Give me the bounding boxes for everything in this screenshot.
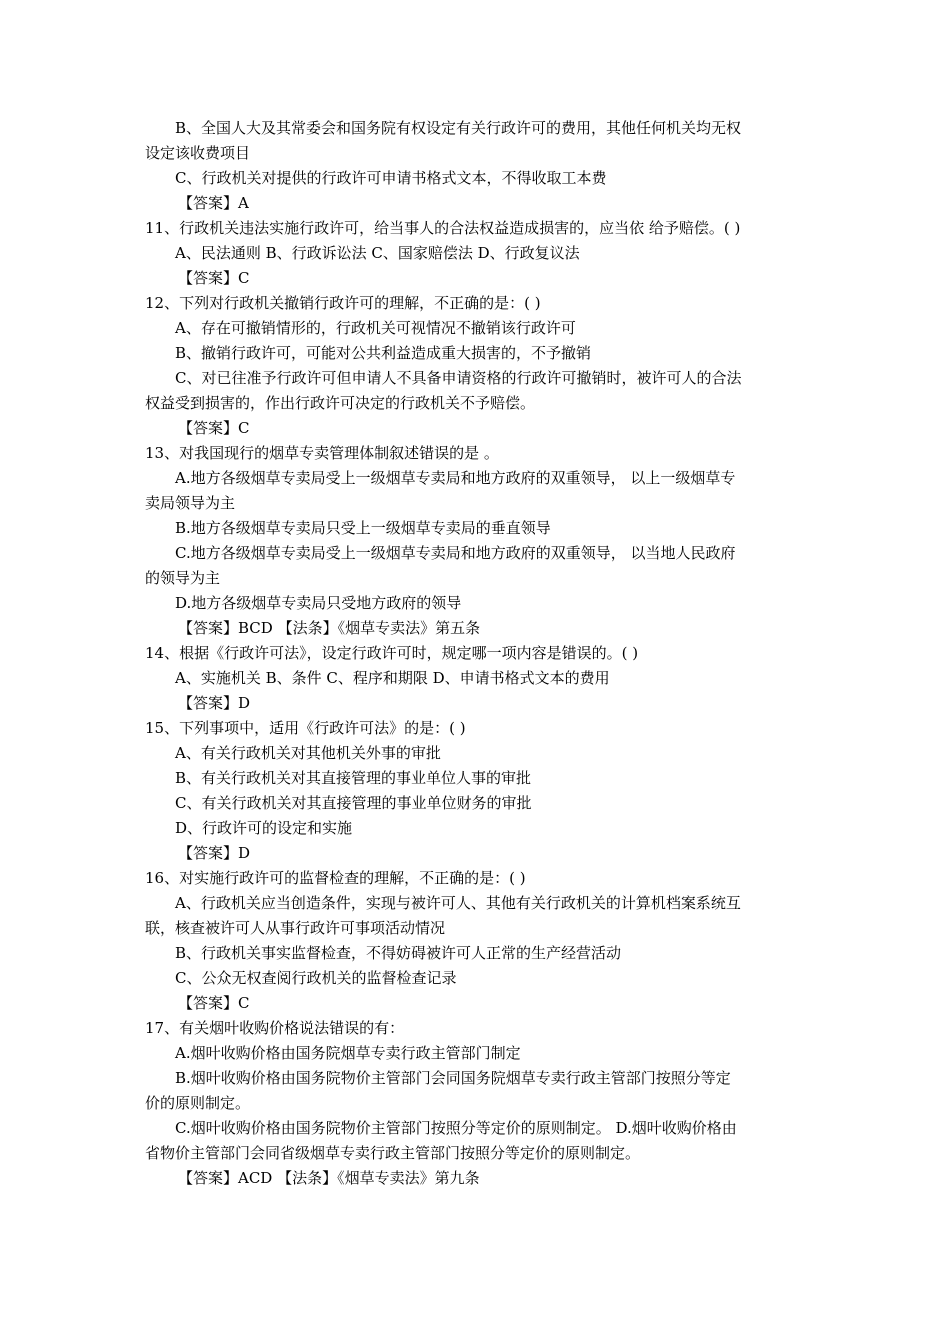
answer-line: 【答案】A	[178, 194, 249, 212]
question-13-option-b: B.地方各级烟草专卖局只受上一级烟草专卖局的垂直领导	[175, 519, 551, 537]
question-15-option-c: C、有关行政机关对其直接管理的事业单位财务的审批	[175, 794, 532, 812]
question-16-option-a: A、行政机关应当创造条件，实现与被许可人、其他有关行政机关的计算机档案系统互	[175, 894, 741, 912]
question-13-option-d: D.地方各级烟草专卖局只受地方政府的领导	[175, 594, 462, 612]
question-17-option-c-d: C.烟叶收购价格由国务院物价主管部门按照分等定价的原则制定。 D.烟叶收购价格由	[175, 1119, 737, 1137]
option-b-line: B、全国人大及其常委会和国务院有权设定有关行政许可的费用，其他任何机关均无权	[175, 119, 742, 137]
question-12: 12、下列对行政机关撤销行政许可的理解，不正确的是：( )	[145, 294, 541, 312]
question-12-option-c: C、对已往准予行政许可但申请人不具备申请资格的行政许可撤销时，被许可人的合法	[175, 369, 742, 387]
question-15: 15、下列事项中，适用《行政许可法》的是：( )	[145, 719, 466, 737]
question-16-answer: 【答案】C	[178, 994, 250, 1012]
question-12-option-c-continuation: 权益受到损害的，作出行政许可决定的行政机关不予赔偿。	[145, 394, 536, 412]
question-12-answer: 【答案】C	[178, 419, 250, 437]
question-13-option-a-continuation: 卖局领导为主	[145, 494, 236, 512]
question-13-answer: 【答案】BCD 【法条】《烟草专卖法》第五条	[178, 619, 481, 637]
question-14-answer: 【答案】D	[178, 694, 251, 712]
question-17-answer: 【答案】ACD 【法条】《烟草专卖法》第九条	[178, 1169, 480, 1187]
question-17-option-d-continuation: 省物价主管部门会同省级烟草专卖行政主管部门按照分等定价的原则制定。	[145, 1144, 641, 1162]
question-13-option-c: C.地方各级烟草专卖局受上一级烟草专卖局和地方政府的双重领导， 以当地人民政府	[175, 544, 736, 562]
option-c-line: C、行政机关对提供的行政许可申请书格式文本，不得收取工本费	[175, 169, 607, 187]
option-b-continuation: 设定该收费项目	[145, 144, 251, 162]
question-11-options: A、民法通则 B、行政诉讼法 C、国家赔偿法 D、行政复议法	[175, 244, 580, 262]
question-13: 13、对我国现行的烟草专卖管理体制叙述错误的是 。	[145, 444, 499, 462]
question-13-option-c-continuation: 的领导为主	[145, 569, 221, 587]
question-12-option-a: A、存在可撤销情形的，行政机关可视情况不撤销该行政许可	[175, 319, 576, 337]
question-14-options: A、实施机关 B、条件 C、程序和期限 D、申请书格式文本的费用	[175, 669, 610, 687]
question-17-option-a: A.烟叶收购价格由国务院烟草专卖行政主管部门制定	[175, 1044, 521, 1062]
question-17-option-b-continuation: 价的原则制定。	[145, 1094, 251, 1112]
question-13-option-a: A.地方各级烟草专卖局受上一级烟草专卖局和地方政府的双重领导， 以上一级烟草专	[175, 469, 736, 487]
question-15-option-d: D、行政许可的设定和实施	[175, 819, 353, 837]
question-11: 11、行政机关违法实施行政许可，给当事人的合法权益造成损害的，应当依 给予赔偿。( )	[145, 219, 741, 237]
question-17: 17、有关烟叶收购价格说法错误的有：	[145, 1019, 405, 1037]
question-14: 14、根据《行政许可法》，设定行政许可时，规定哪一项内容是错误的。( )	[145, 644, 639, 662]
question-15-option-b: B、有关行政机关对其直接管理的事业单位人事的审批	[175, 769, 532, 787]
question-16-option-b: B、行政机关事实监督检查，不得妨碍被许可人正常的生产经营活动	[175, 944, 622, 962]
question-11-answer: 【答案】C	[178, 269, 250, 287]
question-15-option-a: A、有关行政机关对其他机关外事的审批	[175, 744, 441, 762]
question-17-option-b: B.烟叶收购价格由国务院物价主管部门会同国务院烟草专卖行政主管部门按照分等定	[175, 1069, 731, 1087]
question-15-answer: 【答案】D	[178, 844, 251, 862]
question-16: 16、对实施行政许可的监督检查的理解，不正确的是：( )	[145, 869, 526, 887]
question-12-option-b: B、撤销行政许可，可能对公共利益造成重大损害的，不予撤销	[175, 344, 592, 362]
question-16-option-a-continuation: 联，核查被许可人从事行政许可事项活动情况	[145, 919, 446, 937]
question-16-option-c: C、公众无权查阅行政机关的监督检查记录	[175, 969, 457, 987]
